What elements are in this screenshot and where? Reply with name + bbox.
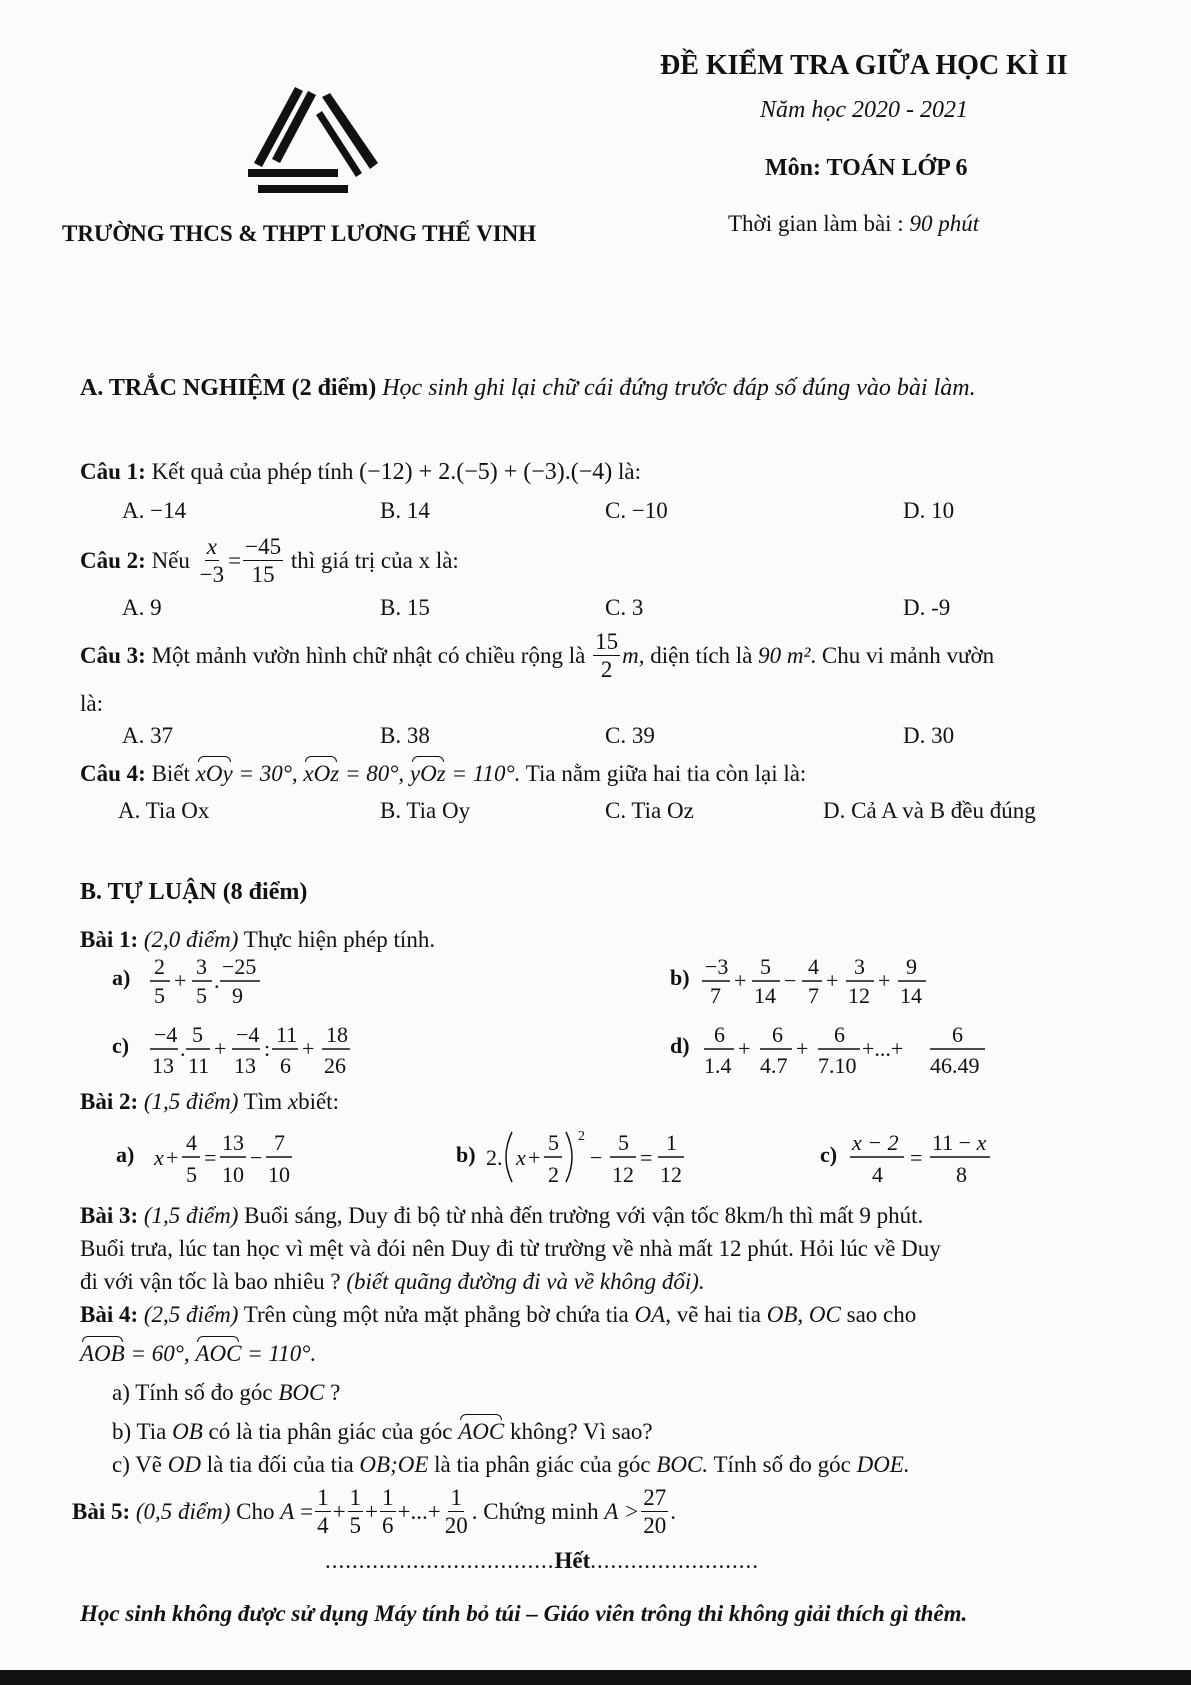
exercise-text: Cho <box>236 1498 275 1524</box>
q4-option-a: A. Tia Ox <box>118 798 210 823</box>
q3-option-b: B. 38 <box>380 723 430 748</box>
part-text: có là tia phân giác của góc <box>208 1419 453 1444</box>
question-label: Câu 4: <box>80 761 146 786</box>
svg-text:4: 4 <box>872 1162 883 1187</box>
denominator: 6 <box>382 1513 394 1538</box>
part-text: b) Tia <box>112 1419 167 1444</box>
bai-4-part-b <box>112 1418 653 1446</box>
variable-a: A <box>280 1498 295 1524</box>
q1-option-c: C. −10 <box>605 498 668 523</box>
question-text: Một mảnh vườn hình chữ nhật có chiều rộng là <box>151 642 586 668</box>
exercise-points: (2,0 điểm) <box>143 927 239 952</box>
numerator: 1 <box>450 1485 462 1510</box>
svg-text:6: 6 <box>834 1022 845 1047</box>
svg-text:46.49: 46.49 <box>930 1053 980 1078</box>
exam-title: ĐỀ KIỂM TRA GIỮA HỌC KÌ II <box>660 50 1068 81</box>
fraction-1-4 <box>315 1486 331 1537</box>
inequality: A > <box>604 1498 640 1524</box>
svg-text:7: 7 <box>710 983 721 1008</box>
svg-text:=: = <box>204 1145 217 1170</box>
svg-text:5: 5 <box>186 1162 197 1187</box>
svg-text:+: + <box>826 968 839 993</box>
q1-option-b: B. 14 <box>380 498 430 523</box>
svg-text:+...+: +...+ <box>862 1036 904 1061</box>
question-label: Câu 2: <box>80 547 146 573</box>
bottom-border <box>0 1670 1191 1685</box>
fraction-x-over-minus3 <box>198 535 226 586</box>
school-logo <box>240 85 380 200</box>
q2-option-b: B. 15 <box>380 595 430 620</box>
svg-text:+: + <box>302 1036 315 1061</box>
svg-text:x − 2: x − 2 <box>852 1130 899 1155</box>
bai-5: Bài 5: (0,5 điểm) Cho A = $\frac{1}{4}$ + $\frac{1}{5}$ + $\frac{1}{6}$ +...+ $\frac{1}{20}$ . Chứng minh A > $\frac{27}{20}$ . <box>72 1485 676 1538</box>
question-text: Biết <box>151 761 190 786</box>
svg-text:+: + <box>528 1145 541 1170</box>
angle-name: AOC <box>458 1419 505 1444</box>
fraction-1-5 <box>348 1486 364 1537</box>
svg-text:4.7: 4.7 <box>760 1053 788 1078</box>
svg-text:10: 10 <box>222 1162 244 1187</box>
bai-3-line-2: Buổi trưa, lúc tan học vì mệt và đói nên Duy đi từ trường về nhà mất 12 phút. Hỏi lúc về Duy <box>80 1236 941 1261</box>
numerator: x <box>206 534 217 559</box>
subject: Môn: TOÁN LỚP 6 <box>765 155 968 181</box>
angle-value: = 60°, <box>124 1341 196 1366</box>
question-tail: . Chu vi mảnh vườn <box>810 642 995 668</box>
bai-4-part-a <box>112 1379 340 1407</box>
q3-option-a: A. 37 <box>122 723 174 748</box>
ray-name: OB;OE <box>359 1452 429 1477</box>
dotted-line: ......................... <box>590 1548 760 1573</box>
svg-text:13: 13 <box>152 1053 174 1078</box>
numerator: 15 <box>595 629 619 654</box>
exercise-text: sao cho <box>846 1302 917 1327</box>
svg-text:13: 13 <box>234 1053 256 1078</box>
exercise-text: Trên cùng một nửa mặt phẳng bờ chứa tia <box>243 1302 629 1327</box>
svg-text:d): d) <box>670 1033 690 1058</box>
part-text: là tia đối của tia <box>206 1452 354 1477</box>
exercise-text: Thực hiện phép tính. <box>243 927 436 952</box>
exercise-text: đi với vận tốc là bao nhiêu ? <box>80 1269 341 1294</box>
unit: m, <box>622 642 645 668</box>
rays-ob-oc: OB, OC <box>766 1302 841 1327</box>
svg-text:−3: −3 <box>705 955 729 979</box>
svg-text:11: 11 <box>276 1022 298 1047</box>
time-value: 90 phút <box>909 211 980 236</box>
angle-name: DOE. <box>856 1452 910 1477</box>
svg-text:18: 18 <box>326 1022 348 1047</box>
svg-text:2: 2 <box>578 1129 585 1144</box>
variable: x <box>287 1089 299 1114</box>
svg-text:c): c) <box>112 1033 130 1058</box>
exercise-text: Tìm <box>243 1089 283 1114</box>
svg-text:5: 5 <box>192 1022 203 1047</box>
q4-option-c: C. Tia Oz <box>605 798 694 823</box>
angle-value: = 80°, <box>339 761 410 786</box>
denominator: 20 <box>643 1513 667 1538</box>
ray-name: OD <box>167 1452 202 1477</box>
svg-text:=: = <box>910 1145 923 1170</box>
svg-text:−: − <box>250 1145 263 1170</box>
numerator: 1 <box>317 1485 329 1510</box>
angle-value: = 30°, <box>232 761 304 786</box>
part-text: ? <box>330 1380 341 1405</box>
exercise-label: Bài 5: <box>72 1498 131 1524</box>
part-a-heading <box>80 374 976 402</box>
part-text: a) Tính số đo góc <box>112 1380 273 1405</box>
numerator: −45 <box>245 534 282 559</box>
exercise-label: Bài 1: <box>80 927 139 952</box>
time-limit <box>728 210 979 238</box>
denominator: −3 <box>199 562 225 587</box>
svg-text:x: x <box>516 1145 526 1170</box>
ray-oa: OA, <box>634 1302 671 1327</box>
svg-text:.: . <box>214 968 220 993</box>
question-text: Nếu <box>151 547 190 573</box>
q2-option-a: A. 9 <box>122 595 162 620</box>
angle-xoz: xOz <box>303 761 340 786</box>
part-a-instruction: Học sinh ghi lại chữ cái đứng trước đáp số đúng vào bài làm. <box>382 375 976 401</box>
question-text: Kết quả của phép tính <box>151 459 354 484</box>
part-text: không? Vì sao? <box>509 1419 653 1444</box>
svg-text:b): b) <box>670 965 690 990</box>
bai-4 <box>80 1301 916 1329</box>
svg-text:−4: −4 <box>236 1022 260 1047</box>
math-expression: (−12) + 2.(−5) + (−3).(−4) <box>359 459 613 485</box>
bai-3 <box>80 1202 923 1230</box>
svg-text:5: 5 <box>154 983 165 1008</box>
svg-text:2.: 2. <box>486 1145 503 1170</box>
svg-text:−: − <box>784 968 797 993</box>
denominator: 5 <box>349 1513 362 1538</box>
svg-text:6: 6 <box>772 1022 783 1047</box>
part-b-heading: B. TỰ LUẬN (8 điểm) <box>80 879 308 905</box>
svg-text:1.4: 1.4 <box>704 1053 732 1078</box>
bai-4-angles <box>80 1340 316 1368</box>
svg-text:11: 11 <box>188 1053 210 1078</box>
bai-2-equations <box>100 1120 1000 1200</box>
question-tail: là: <box>618 459 642 484</box>
svg-text:7: 7 <box>274 1130 285 1155</box>
bai-4-part-c <box>112 1451 910 1479</box>
exercise-points: (0,5 điểm) <box>135 1498 231 1524</box>
bai-1-expressions <box>100 955 1000 1085</box>
exercise-text: Buổi sáng, Duy đi bộ từ nhà đến trường với vận tốc 8km/h thì mất 9 phút. <box>244 1203 924 1228</box>
fraction-15-over-2 <box>593 630 620 681</box>
denominator: 4 <box>317 1513 329 1538</box>
denominator: 20 <box>444 1513 468 1538</box>
fraction-minus45-over-15 <box>243 535 283 586</box>
svg-text:+: + <box>738 1036 751 1061</box>
svg-text:4: 4 <box>186 1130 197 1155</box>
svg-text:+: + <box>734 968 747 993</box>
q1-option-d: D. 10 <box>903 498 955 523</box>
svg-text:14: 14 <box>900 983 922 1008</box>
bai-3-line-3 <box>80 1268 705 1296</box>
end-marker <box>325 1547 759 1575</box>
fraction-27-20 <box>641 1486 668 1537</box>
svg-text:a): a) <box>112 965 131 990</box>
exercise-text: vẽ hai tia <box>676 1302 761 1327</box>
fraction-1-20 <box>443 1486 470 1537</box>
svg-text:6: 6 <box>952 1022 963 1047</box>
numerator: 27 <box>643 1485 667 1510</box>
exercise-note: (biết quãng đường đi và về không đổi). <box>346 1269 705 1294</box>
svg-text:5: 5 <box>760 955 771 979</box>
svg-text:5: 5 <box>196 983 207 1008</box>
denominator: 15 <box>251 562 275 587</box>
angle-xoy: xOy <box>195 761 233 786</box>
svg-text:9: 9 <box>906 955 917 979</box>
period: . <box>670 1498 676 1524</box>
svg-text:c): c) <box>820 1142 838 1167</box>
exercise-points: (1,5 điểm) <box>143 1203 239 1228</box>
svg-text:6: 6 <box>714 1022 725 1047</box>
question-1 <box>80 458 641 486</box>
denominator: 2 <box>600 657 613 682</box>
equals-sign: = <box>228 547 242 573</box>
svg-text:2: 2 <box>548 1162 559 1187</box>
svg-text:.: . <box>180 1036 186 1061</box>
svg-text:13: 13 <box>222 1130 244 1155</box>
numerator: 1 <box>382 1485 394 1510</box>
svg-text:=: = <box>640 1145 653 1170</box>
svg-text:−25: −25 <box>222 955 257 979</box>
exercise-points: (2,5 điểm) <box>143 1302 239 1327</box>
q4-option-d: D. Cả A và B đều đúng <box>823 798 1036 823</box>
area-value: 90 m² <box>758 642 811 668</box>
svg-text:26: 26 <box>324 1053 346 1078</box>
svg-text:6: 6 <box>280 1053 291 1078</box>
part-text: là tia phân giác của góc <box>434 1452 651 1477</box>
exercise-label: Bài 4: <box>80 1302 139 1327</box>
svg-text:9: 9 <box>232 983 243 1008</box>
q4-option-b: B. Tia Oy <box>380 798 471 823</box>
part-text: Tính số đo góc <box>713 1452 851 1477</box>
question-label: Câu 1: <box>80 459 146 484</box>
svg-text:5: 5 <box>618 1130 629 1155</box>
dotted-line: .................................. <box>325 1548 555 1573</box>
q2-option-d: D. -9 <box>903 595 951 620</box>
angle-name: BOC <box>278 1380 325 1405</box>
part-a-title: A. TRẮC NGHIỆM (2 điểm) <box>80 375 377 401</box>
question-tail: thì giá trị của x là: <box>290 547 459 573</box>
exercise-label: Bài 3: <box>80 1203 139 1228</box>
question-2 <box>80 535 459 586</box>
svg-text:−4: −4 <box>154 1022 178 1047</box>
svg-text:8: 8 <box>956 1162 967 1187</box>
angle-aoc: AOC <box>195 1341 242 1366</box>
q3-line2: là: <box>80 691 103 716</box>
question-4 <box>80 760 806 788</box>
exercise-tail: biết: <box>298 1089 339 1114</box>
q2-option-c: C. 3 <box>605 595 644 620</box>
bai-2 <box>80 1088 339 1116</box>
exercise-points: (1,5 điểm) <box>143 1089 239 1114</box>
svg-text:b): b) <box>456 1142 476 1167</box>
svg-text:−: − <box>590 1145 603 1170</box>
svg-text:14: 14 <box>754 983 776 1008</box>
part-text: c) Vẽ <box>112 1452 163 1477</box>
q3-option-c: C. 39 <box>605 723 655 748</box>
svg-text:4: 4 <box>808 955 819 979</box>
svg-text:+: + <box>796 1036 809 1061</box>
angle-value: = 110°. <box>445 761 521 786</box>
svg-text:7.10: 7.10 <box>818 1053 857 1078</box>
exercise-label: Bài 2: <box>80 1089 139 1114</box>
question-text-mid: diện tích là <box>650 642 753 668</box>
angle-value: = 110°. <box>241 1341 317 1366</box>
svg-text:3: 3 <box>196 955 207 979</box>
svg-text:2: 2 <box>154 955 165 979</box>
svg-text:7: 7 <box>808 983 819 1008</box>
footer-note: Học sinh không được sử dụng Máy tính bỏ túi – Giáo viên trông thi không giải thích gì thêm. <box>80 1601 968 1626</box>
school-year: Năm học 2020 - 2021 <box>760 97 968 123</box>
question-tail: Tia nằm giữa hai tia còn lại là: <box>525 761 807 786</box>
svg-text:+: + <box>214 1036 227 1061</box>
svg-text:3: 3 <box>854 955 865 979</box>
svg-text:12: 12 <box>612 1162 634 1187</box>
svg-text:12: 12 <box>660 1162 682 1187</box>
school-name: TRƯỜNG THCS & THPT LƯƠNG THẾ VINH <box>62 221 537 246</box>
angle-aob: AOB <box>80 1341 125 1366</box>
question-3 <box>80 630 994 681</box>
q1-option-a: A. −14 <box>122 498 187 523</box>
svg-text:+: + <box>878 968 891 993</box>
svg-text:10: 10 <box>268 1162 290 1187</box>
svg-text:11 − x: 11 − x <box>932 1130 987 1155</box>
svg-text:x: x <box>154 1145 164 1170</box>
svg-text:+: + <box>166 1145 179 1170</box>
exercise-tail: . Chứng minh <box>471 1498 599 1524</box>
svg-text:+: + <box>174 968 187 993</box>
svg-text:5: 5 <box>548 1130 559 1155</box>
angle-name: BOC. <box>656 1452 709 1477</box>
ray-name: OB <box>172 1419 203 1444</box>
svg-text:1: 1 <box>666 1130 677 1155</box>
q3-option-d: D. 30 <box>903 723 955 748</box>
end-text: Hết <box>554 1548 591 1573</box>
time-label: Thời gian làm bài : <box>728 211 910 236</box>
svg-text:12: 12 <box>848 983 870 1008</box>
fraction-1-6 <box>380 1486 396 1537</box>
bai-1 <box>80 926 435 954</box>
svg-text::: : <box>264 1036 271 1061</box>
numerator: 1 <box>349 1485 362 1510</box>
svg-text:a): a) <box>116 1142 135 1167</box>
angle-yoz: yOz <box>409 761 446 786</box>
question-label: Câu 3: <box>80 642 146 668</box>
